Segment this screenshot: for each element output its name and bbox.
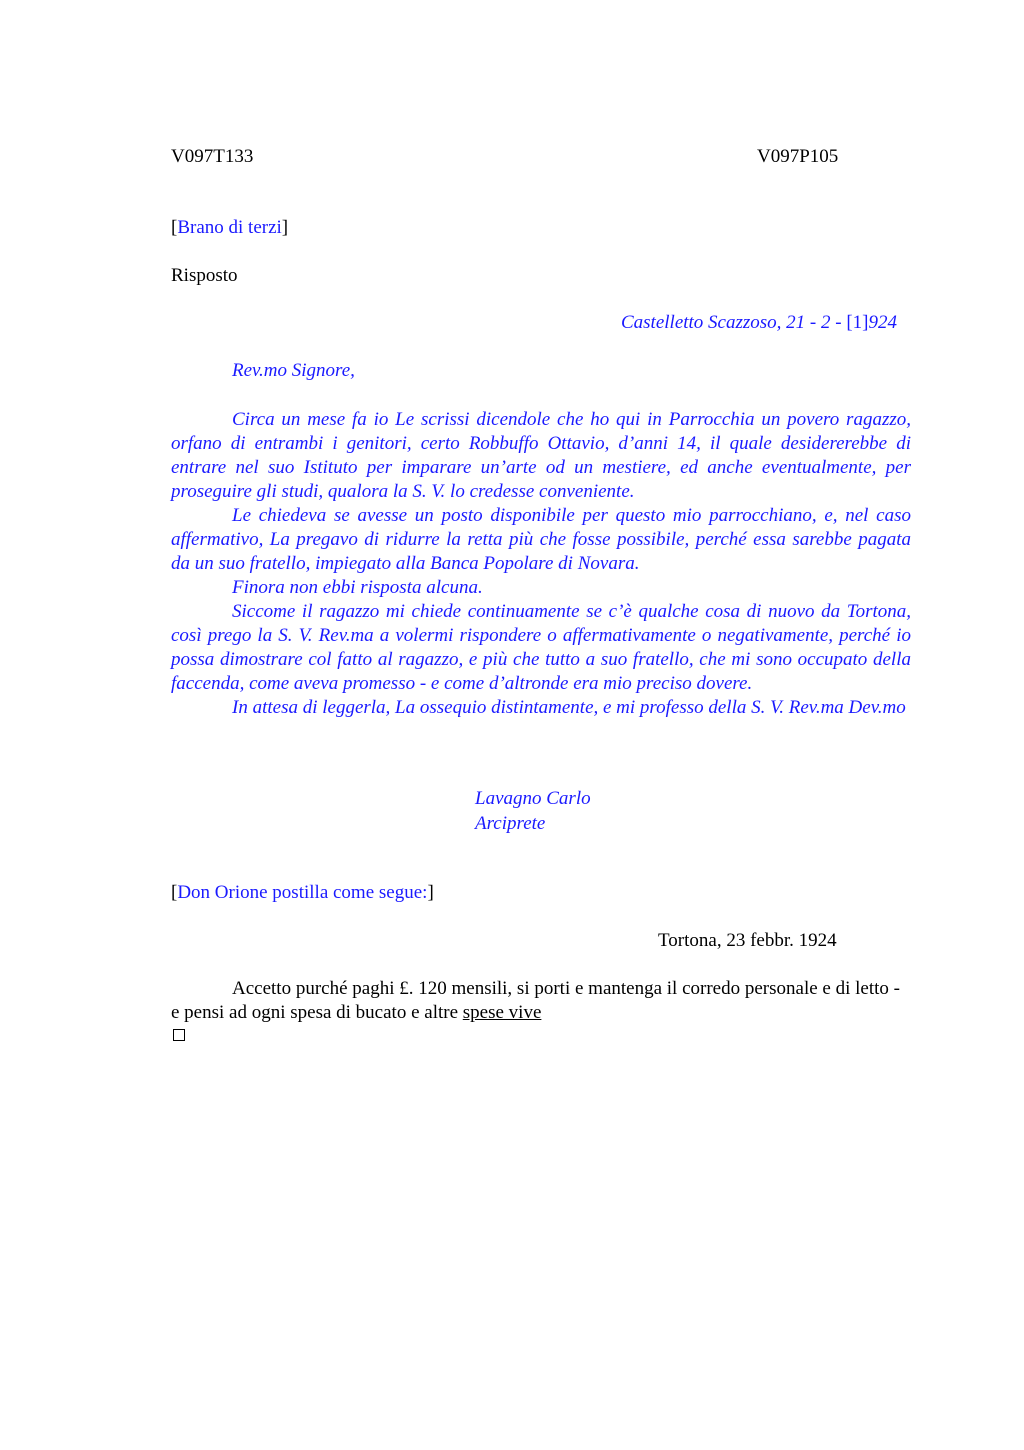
letter-signature bbox=[475, 787, 591, 836]
document-code-left: V097T133 bbox=[171, 146, 254, 167]
signature-title: Arciprete bbox=[475, 812, 546, 834]
signature-name: Lavagno Carlo bbox=[475, 788, 591, 809]
reply-text: Accetto purché paghi £. 120 mensili, si porti e mantenga il corredo personale e di letto - e pensi ad ogni spesa di bucato e altre bbox=[171, 978, 900, 1023]
letter-paragraph: Siccome il ragazzo mi chiede continuamente se c’è qualche cosa di nuovo da Tortona, così prego la S. V. Rev.ma a volermi rispondere o affermativamente o negativamente, perché io possa dimostrare col fatto al ragazzo, e più che tutto a suo fratello, che mi sono occupato della faccenda, come aveva promesso - e come d’altronde era mio preciso dovere. bbox=[171, 601, 911, 694]
document-code-right: V097P105 bbox=[757, 146, 839, 167]
bracket-close: ] bbox=[427, 882, 434, 903]
reply-place-date: Tortona, 23 febbr. 1924 bbox=[658, 930, 837, 951]
reply-body bbox=[171, 977, 911, 1025]
bracket-open: [ bbox=[171, 217, 178, 238]
bracket-open: [ bbox=[171, 882, 178, 903]
section-label-text: Brano di terzi bbox=[177, 217, 282, 238]
reply-paragraph bbox=[171, 977, 911, 1025]
section-label-annotation bbox=[171, 882, 434, 904]
section-label-third-party bbox=[171, 217, 288, 239]
letter-place-date-bracket: [1] bbox=[846, 312, 869, 333]
letter-paragraph: Le chiedeva se avesse un posto disponibile per questo mio parrocchiano, e, nel caso affermativo, La pregavo di ridurre la retta più che fosse possibile, perché essa sarebbe pagata da un suo fratello, impiegato alla Banca Popolare di Novara. bbox=[171, 505, 911, 574]
letter-place-date-year: 924 bbox=[868, 312, 897, 333]
letter-place-date-text: Castelletto Scazzoso, 21 - 2 - bbox=[620, 312, 847, 333]
risposto-note: Risposto bbox=[171, 265, 238, 286]
reply-underlined-text: spese vive bbox=[462, 1002, 542, 1023]
letter-paragraph: In attesa di leggerla, La ossequio distintamente, e mi professo della S. V. Rev.ma Dev.mo bbox=[232, 697, 906, 718]
letter-paragraph: Finora non ebbi risposta alcuna. bbox=[232, 577, 483, 598]
letter-body bbox=[171, 408, 911, 720]
letter-place-date bbox=[621, 312, 897, 334]
letter-salutation: Rev.mo Signore, bbox=[232, 360, 355, 381]
letter-paragraph: Circa un mese fa io Le scrissi dicendole che ho qui in Parrocchia un povero ragazzo, orfano di entrambi i genitori, certo Robbuffo Ottavio, d’anni 14, il quale desidererebbe di entrare nel suo Istituto per imparare un’arte od un mestiere, ed anche eventualmente, per proseguire gli studi, qualora la S. V. lo credesse conveniente. bbox=[171, 409, 911, 502]
section-label-text: Don Orione postilla come segue: bbox=[177, 882, 428, 903]
bracket-close: ] bbox=[281, 217, 289, 238]
checkbox-icon bbox=[173, 1029, 185, 1041]
